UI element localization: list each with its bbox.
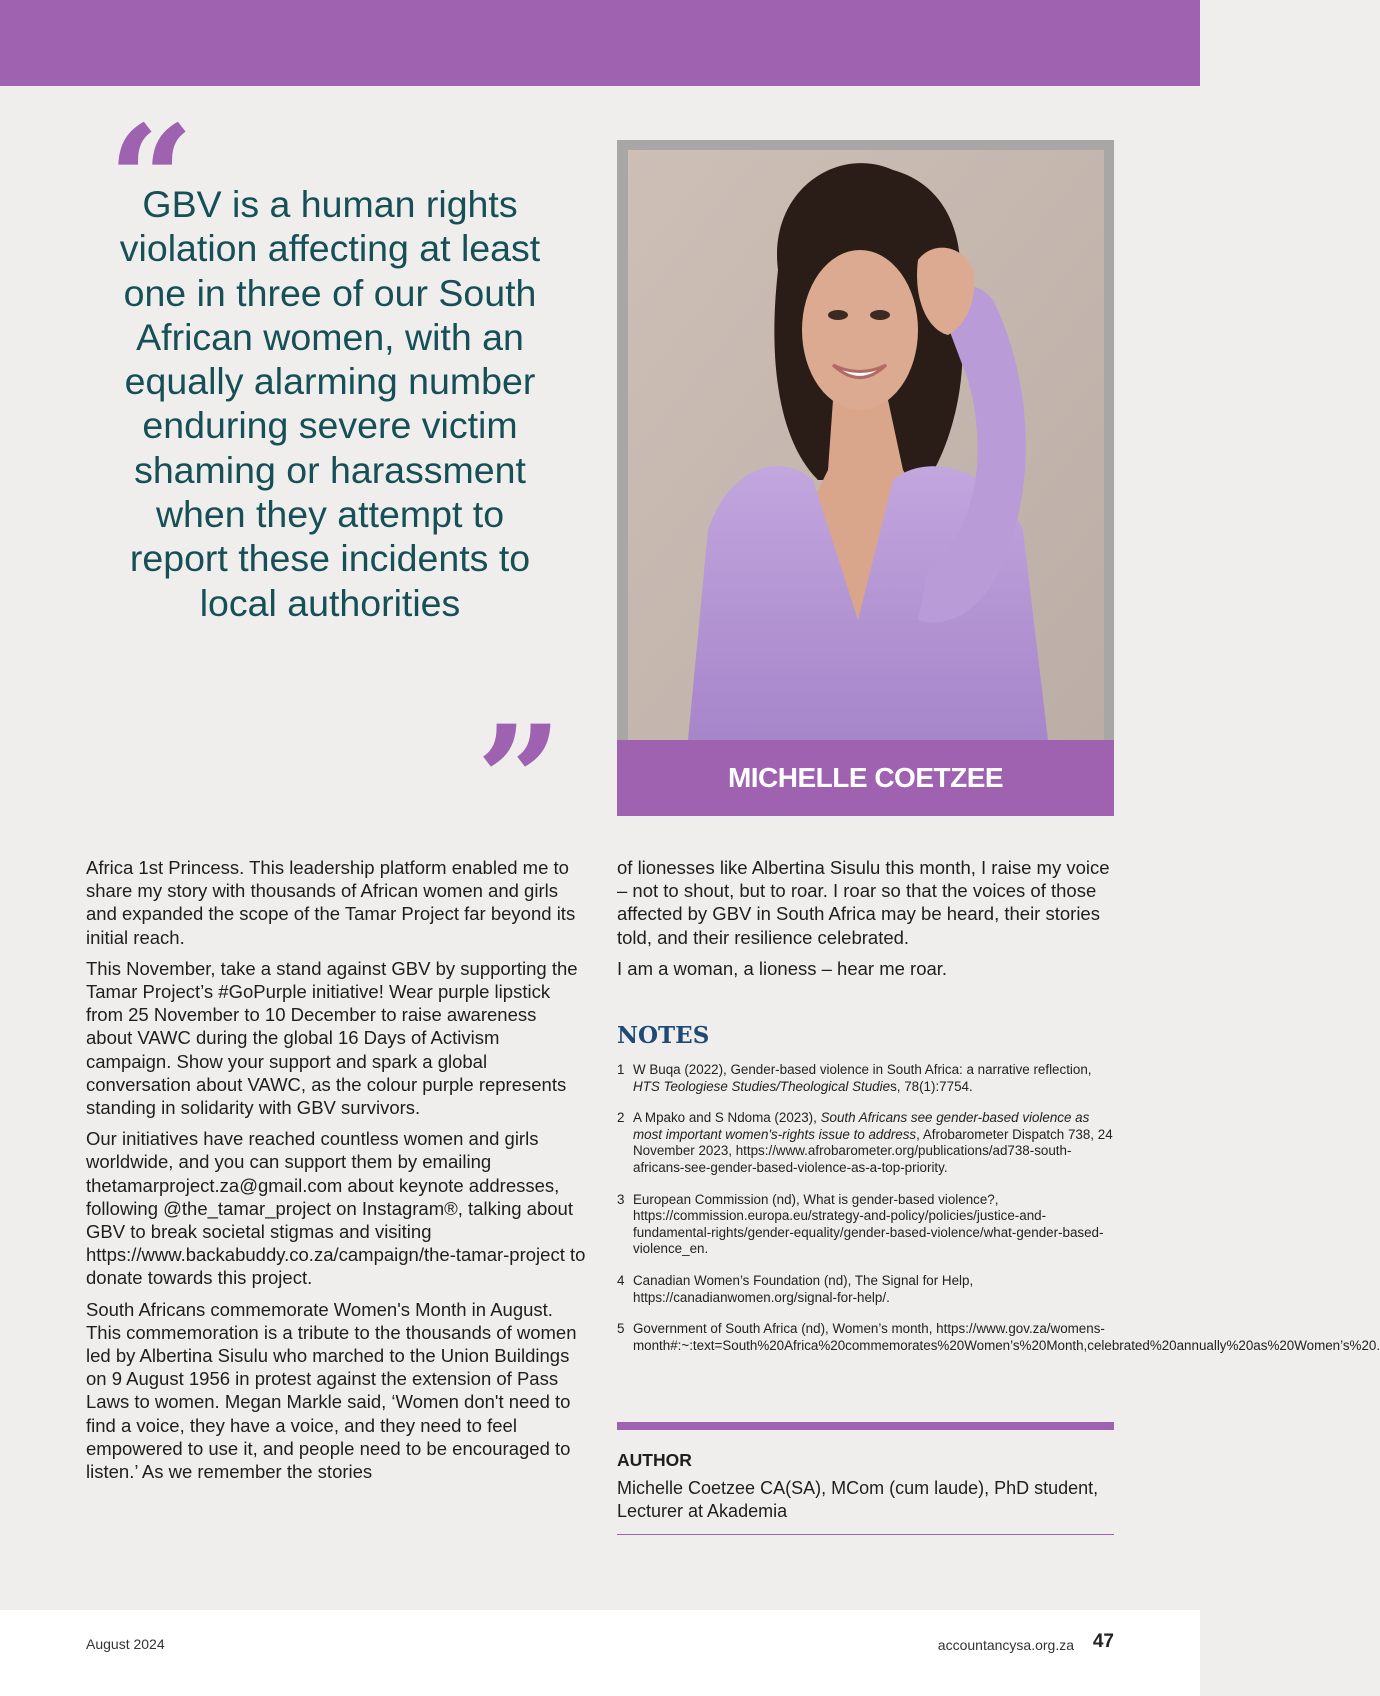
note-text-plain: W Buqa (2022), Gender-based violence in South Africa: a narrative reflection, (633, 1062, 1092, 1077)
pull-quote: GBV is a human rights violation affecting at least one in three of our South African women, with an equally alarming number enduring severe victim shaming or harassment when they attempt to report these incidents to local authorities (119, 183, 541, 624)
portrait-photo (628, 150, 1104, 740)
body-column-left (86, 856, 586, 1491)
footer-date: August 2024 (86, 1636, 165, 1652)
note-text-italic: HTS Teologiese Studies/Theological Studie (633, 1078, 891, 1094)
note-text (633, 1321, 1380, 1354)
open-quote-mark: “ (108, 93, 195, 269)
note-item (617, 1110, 1117, 1176)
portrait-eye-left (828, 310, 848, 320)
notes-heading: NOTES (617, 1022, 710, 1049)
note-text-plain: Canadian Women’s Foundation (nd), The Signal for Help, https://canadianwomen.org/signal-for-help/. (633, 1272, 974, 1305)
note-text (633, 1273, 1117, 1306)
author-label: AUTHOR (617, 1450, 692, 1470)
note-item (617, 1273, 1117, 1306)
body-paragraph: I am a woman, a lioness – hear me roar. (617, 957, 948, 979)
note-item (617, 1321, 1380, 1354)
body-paragraph: Our initiatives have reached countless women and girls worldwide, and you can support them by emailing thetamarproject.za@gmail.com about keynote addresses, following @the_tamar_project on Instagram®, talking about GBV to break societal stigmas and visiting https://www.backabuddy.co.za/campaign/the-tamar-project to donate towards this project. (86, 1128, 586, 1289)
portrait-name-bar: MICHELLE COETZEE (617, 740, 1114, 816)
note-text-plain: , Afrobarometer Dispatch 738, 24 November 2023, https://www.afrobarometer.org/publications/ad738-south-africans-see-gender-based-violence-as-a-top-priority. (633, 1126, 1113, 1175)
page-number: 47 (1092, 1631, 1114, 1652)
author-divider (617, 1422, 1114, 1430)
body-column-right (617, 856, 1114, 988)
note-number: 1 (617, 1062, 625, 1077)
note-number: 3 (617, 1191, 625, 1207)
body-paragraph: Africa 1st Princess. This leadership platform enabled me to share my story with thousands of African women and girls and expanded the scope of the Tamar Project far beyond its initial reach. (86, 857, 576, 948)
author-bio: Michelle Coetzee CA(SA), MCom (cum laude), PhD student, Lecturer at Akademia (617, 1478, 1099, 1521)
note-text-plain: European Commission (nd), What is gender-based violence?, https://commission.europa.eu/strategy-and-policy/policies/justice-and-fundamental-rights/gender-equality/gender-based-violence/what-gender-based-violence_en. (633, 1191, 1104, 1257)
note-text-plain: s, 78(1):7754. (890, 1078, 973, 1094)
note-number: 2 (617, 1110, 625, 1126)
footer-website: accountancysa.org.za (937, 1637, 1074, 1653)
note-item (617, 1062, 1117, 1095)
note-text (633, 1192, 1117, 1258)
body-paragraph: South Africans commemorate Women's Month in August. This commemoration is a tribute to the thousands of women led by Albertina Sisulu who marched to the Union Buildings on 9 August 1956 in protest against the extension of Pass Laws to women. Megan Markle said, ‘Women don't need to find a voice, they have a voice, and they need to feel empowered to use it, and people need to be encouraged to listen.’ As we remember the stories (86, 1298, 577, 1483)
note-number: 4 (617, 1272, 625, 1288)
close-quote-mark: ” (476, 693, 563, 869)
note-text-plain: Government of South Africa (nd), Women’s month, https://www.gov.za/womens-month#:~:text=South%20Africa%20commemorates%20Women’s%20Month,celebrated%20annually%20as%20Women’s%20. (633, 1321, 1380, 1353)
body-paragraph: This November, take a stand against GBV by supporting the Tamar Project’s #GoPurple initiative! Wear purple lipstick from 25 November to 10 December to raise awareness about VAWC during the global 16 Days of Activism campaign. Show your support and spark a global conversation about VAWC, as the colour purple represents standing in solidarity with GBV survivors. (86, 957, 578, 1119)
body-paragraph: of lionesses like Albertina Sisulu this month, I raise my voice – not to shout, but to roar. I roar so that the voices of those affected by GBV in South Africa may be heard, their stories told, and their resilience celebrated. (617, 857, 1110, 948)
page-footer (0, 1610, 1200, 1696)
note-text-italic: South Africans see gender-based violence as most important women's-rights issue to address (633, 1110, 1090, 1142)
top-banner (0, 0, 1200, 86)
note-item (617, 1192, 1117, 1258)
portrait-eye-right (870, 310, 890, 320)
note-text-plain: A Mpako and S Ndoma (2023), (633, 1110, 821, 1126)
note-number: 5 (617, 1321, 625, 1337)
author-underline (617, 1534, 1114, 1535)
note-text (633, 1110, 1117, 1176)
notes-list (617, 1062, 1380, 1369)
note-text (633, 1062, 1117, 1095)
portrait-face (802, 250, 918, 410)
